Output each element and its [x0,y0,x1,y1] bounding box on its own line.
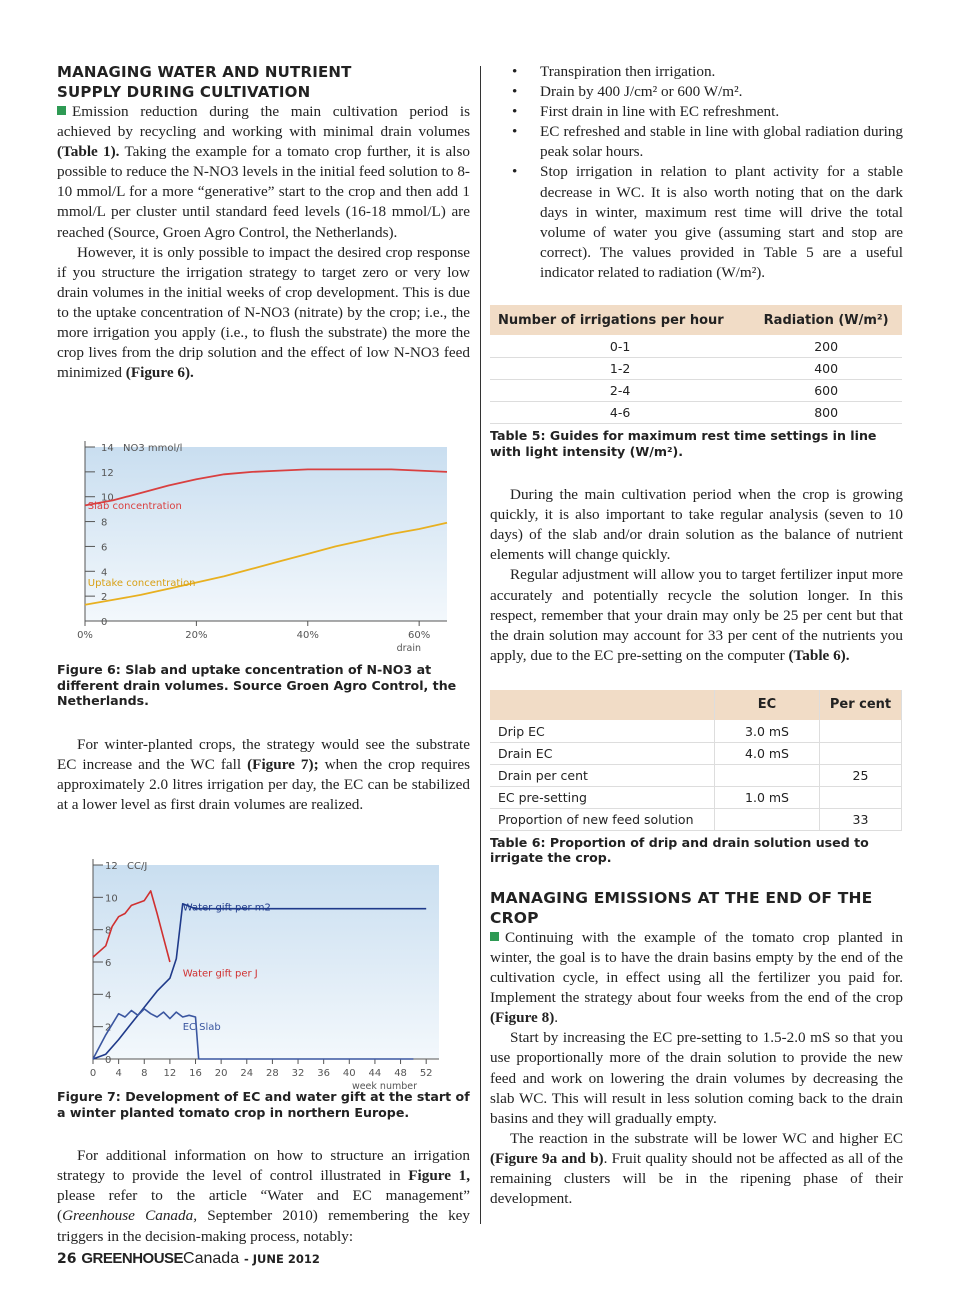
y-tick-label: 10 [101,493,114,505]
magazine-name: GREENHOUSE [81,1250,184,1267]
y-tick-label: 10 [105,893,118,905]
y-axis-label: CC/J [127,861,148,873]
y-tick-label: 6 [105,958,112,970]
x-tick-label: 20 [214,1068,228,1080]
figure-7-caption: Figure 7: Development of EC and water gift at the start of a winter planted tomato crop in northern Europe. [57,1089,470,1120]
x-tick-label: 44 [368,1068,382,1080]
green-square-icon [57,106,66,115]
section-title-water-nutrient: MANAGING WATER AND NUTRIENT SUPPLY DURING CULTIVATION [57,63,352,101]
paragraph-additional-info: For additional information on how to structure an irrigation strategy to provide the level of control illustrated in Figure 1, please refer to the article “Water and EC management” (Greenhouse Canada, September 2010) remembering the key triggers in the decision-making process, notably: [57,1147,471,1245]
page-number: 26 [57,1251,77,1267]
x-tick-label: 28 [266,1068,279,1080]
table-row: Drain EC 4.0 mS [490,742,902,764]
paragraph-regular-analysis: During the main cultivation period when the crop is growing quickly, it is also important to take regular analysis (seven to 10 days) of the slab and/or drain solution as the balance of nutrient elements will change quickly. [490,486,903,564]
y-tick-label: 14 [101,443,114,455]
table-row: 4-6 800 [490,402,902,424]
y-tick-label: 6 [101,542,108,554]
table-6-header: EC [715,690,820,721]
x-tick-label: 52 [419,1068,433,1080]
paragraph-regular-adjustment: Regular adjustment will allow you to target fertilizer input more accurately and potentially recycle the solution longer. In this respect, remember that your drain may only be 25 per cent but that the drain solution may account for 33 per cent of the nutrients you apply, due to the EC pre-setting on the computer (Table 6). [490,566,903,664]
table-row: 0-1 200 [490,336,902,358]
table-6-header: Per cent [820,690,902,721]
x-tick-label: 0 [89,1068,97,1080]
table-row: EC pre-setting 1.0 mS [490,786,902,808]
table-row: 1-2 400 [490,358,902,380]
section-title-emissions-end: MANAGING EMISSIONS AT THE END OF THE CROP [490,888,873,927]
figure-6-chart [57,411,470,656]
y-tick-label: 12 [105,861,118,873]
y-tick-label: 4 [101,567,108,579]
y-tick-label: 0 [101,617,108,629]
issue-date: - JUNE 2012 [243,1252,320,1266]
x-axis-label: week number [351,1081,417,1093]
y-tick-label: 2 [105,1022,112,1034]
paragraph-winter-crops: For winter-planted crops, the strategy would see the substrate EC increase and the WC fall (Figure 7); when the crop requires approximately 2.0 litres irrigation per day, the EC can be stabilized at a lower level as first drain volumes are realized. [57,735,471,814]
green-square-icon [490,932,499,941]
figure-7-chart [57,845,470,1093]
x-tick-label: 60% [408,630,431,642]
paragraph-continuing-example: Continuing with the example of the tomato crop planted in winter, the goal is to have the drain basins empty by the end of the cultivation cycle, in effect using all the fertilizer you paid for. Implement the strategy about four weeks from the end of the crop (Figure 8). [490,928,903,1027]
x-tick-label: 36 [317,1068,331,1080]
paragraph-emission-reduction: Emission reduction during the main cultivation period is achieved by recycling and working with minimal drain volumes (Table 1). Taking the example for a tomato crop further, it is also possible to reduce the N-NO3 levels in the initial feed solution to 8-10 mmol/L for a more “generative” start to the crop and then add 1 mmol/L per cluster until standard feed levels (16-18 mmol/L) are reached (Source, Groen Agro Control, the Netherlands). [57,103,470,241]
y-tick-label: 8 [101,517,108,529]
series-label: Water gift per J [182,968,258,980]
column-divider [480,66,481,1224]
y-tick-label: 4 [105,990,112,1002]
table-row: Drip EC 3.0 mS [490,720,902,742]
right-column [490,62,903,1209]
list-item: • EC refreshed and stable in line with global radiation during peak solar hours. [512,123,903,161]
table-5-header: Number of irrigations per hour [490,305,750,336]
figure-6-caption: Figure 6: Slab and uptake concentration of N-NO3 at different drain volumes. Source Groen Agro Control, the Netherlands. [57,662,457,709]
series-label: Uptake concentration [87,578,196,590]
table-row: Drain per cent 25 [490,764,902,786]
y-axis-label: NO3 mmol/l [123,443,183,455]
table-6-header [490,690,715,721]
magazine-name-suffix: Canada [183,1250,240,1267]
table-5-header: Radiation (W/m²) [750,305,902,336]
y-tick-label: 0 [105,1055,112,1067]
x-tick-label: 40% [296,630,319,642]
series-label: Slab concentration [87,501,182,513]
x-tick-label: 40 [342,1068,356,1080]
series-label: EC Slab [182,1022,221,1034]
x-tick-label: 20% [185,630,208,642]
x-tick-label: 48 [394,1068,407,1080]
x-tick-label: 16 [189,1068,202,1080]
x-tick-label: 24 [240,1068,254,1080]
x-tick-label: 8 [141,1068,148,1080]
decision-triggers-list [490,62,903,283]
x-tick-label: 12 [163,1068,177,1080]
list-item: • Stop irrigation in relation to plant activity for a stable decrease in WC. It is also worth noting that on the dark days in winter, maximum rest time will drive the total volume of water you give (assuming start and stop are correct). The values provided in Table 5 are a useful indicator related to radiation (W/m²). [512,163,903,281]
table-row: Proportion of new feed solution 33 [490,808,902,830]
plot-background [93,865,439,1059]
list-item: • First drain in line with EC refreshment. [512,103,780,121]
list-item: • Drain by 400 J/cm² or 600 W/m². [512,83,743,101]
x-axis-label: drain [396,643,421,655]
y-tick-label: 8 [105,925,112,937]
series-label: Water gift per m2 [182,902,271,914]
table-5-caption: Table 5: Guides for maximum rest time settings in line with light intensity (W/m²). [490,428,877,459]
x-tick-label: 4 [115,1068,122,1080]
paragraph-substrate-reaction: The reaction in the substrate will be lower WC and higher EC (Figure 9a and b). Fruit quality should not be affected as all of the remaining clusters will be in the ripening phase of their development. [490,1129,904,1208]
page-footer [57,1250,320,1268]
table-6 [490,690,902,831]
list-item: • Transpiration then irrigation. [512,63,716,80]
paragraph-ec-presetting: Start by increasing the EC pre-setting to 1.5-2.0 mS so that you use proportionally more of the drain solution to provide the new feed and work on lowering the drain volumes by decreasing the slab WC. This will result in less solution coming back to the drain basins and they will gradually empty. [490,1029,903,1127]
left-column [57,62,470,1247]
x-tick-label: 32 [291,1068,305,1080]
table-5 [490,305,902,424]
paragraph-irrigation-strategy: However, it is only possible to impact the desired crop response if you structure the irrigation strategy to target zero or very low drain volumes in the initial weeks of crop development. This is due to the uptake concentration of N-NO3 (nitrate) by the crop; i.e., the more irrigation you apply (i.e., to flush the substrate) the more the crop lives from the drip solution and the effect of low N-NO3 feed minimized (Figure 6). [57,243,470,382]
table-row: 2-4 600 [490,380,902,402]
x-tick-label: 0% [77,630,93,642]
table-6-caption: Table 6: Proportion of drip and drain solution used to irrigate the crop. [490,834,869,866]
y-tick-label: 2 [101,592,108,604]
y-tick-label: 12 [101,468,114,480]
